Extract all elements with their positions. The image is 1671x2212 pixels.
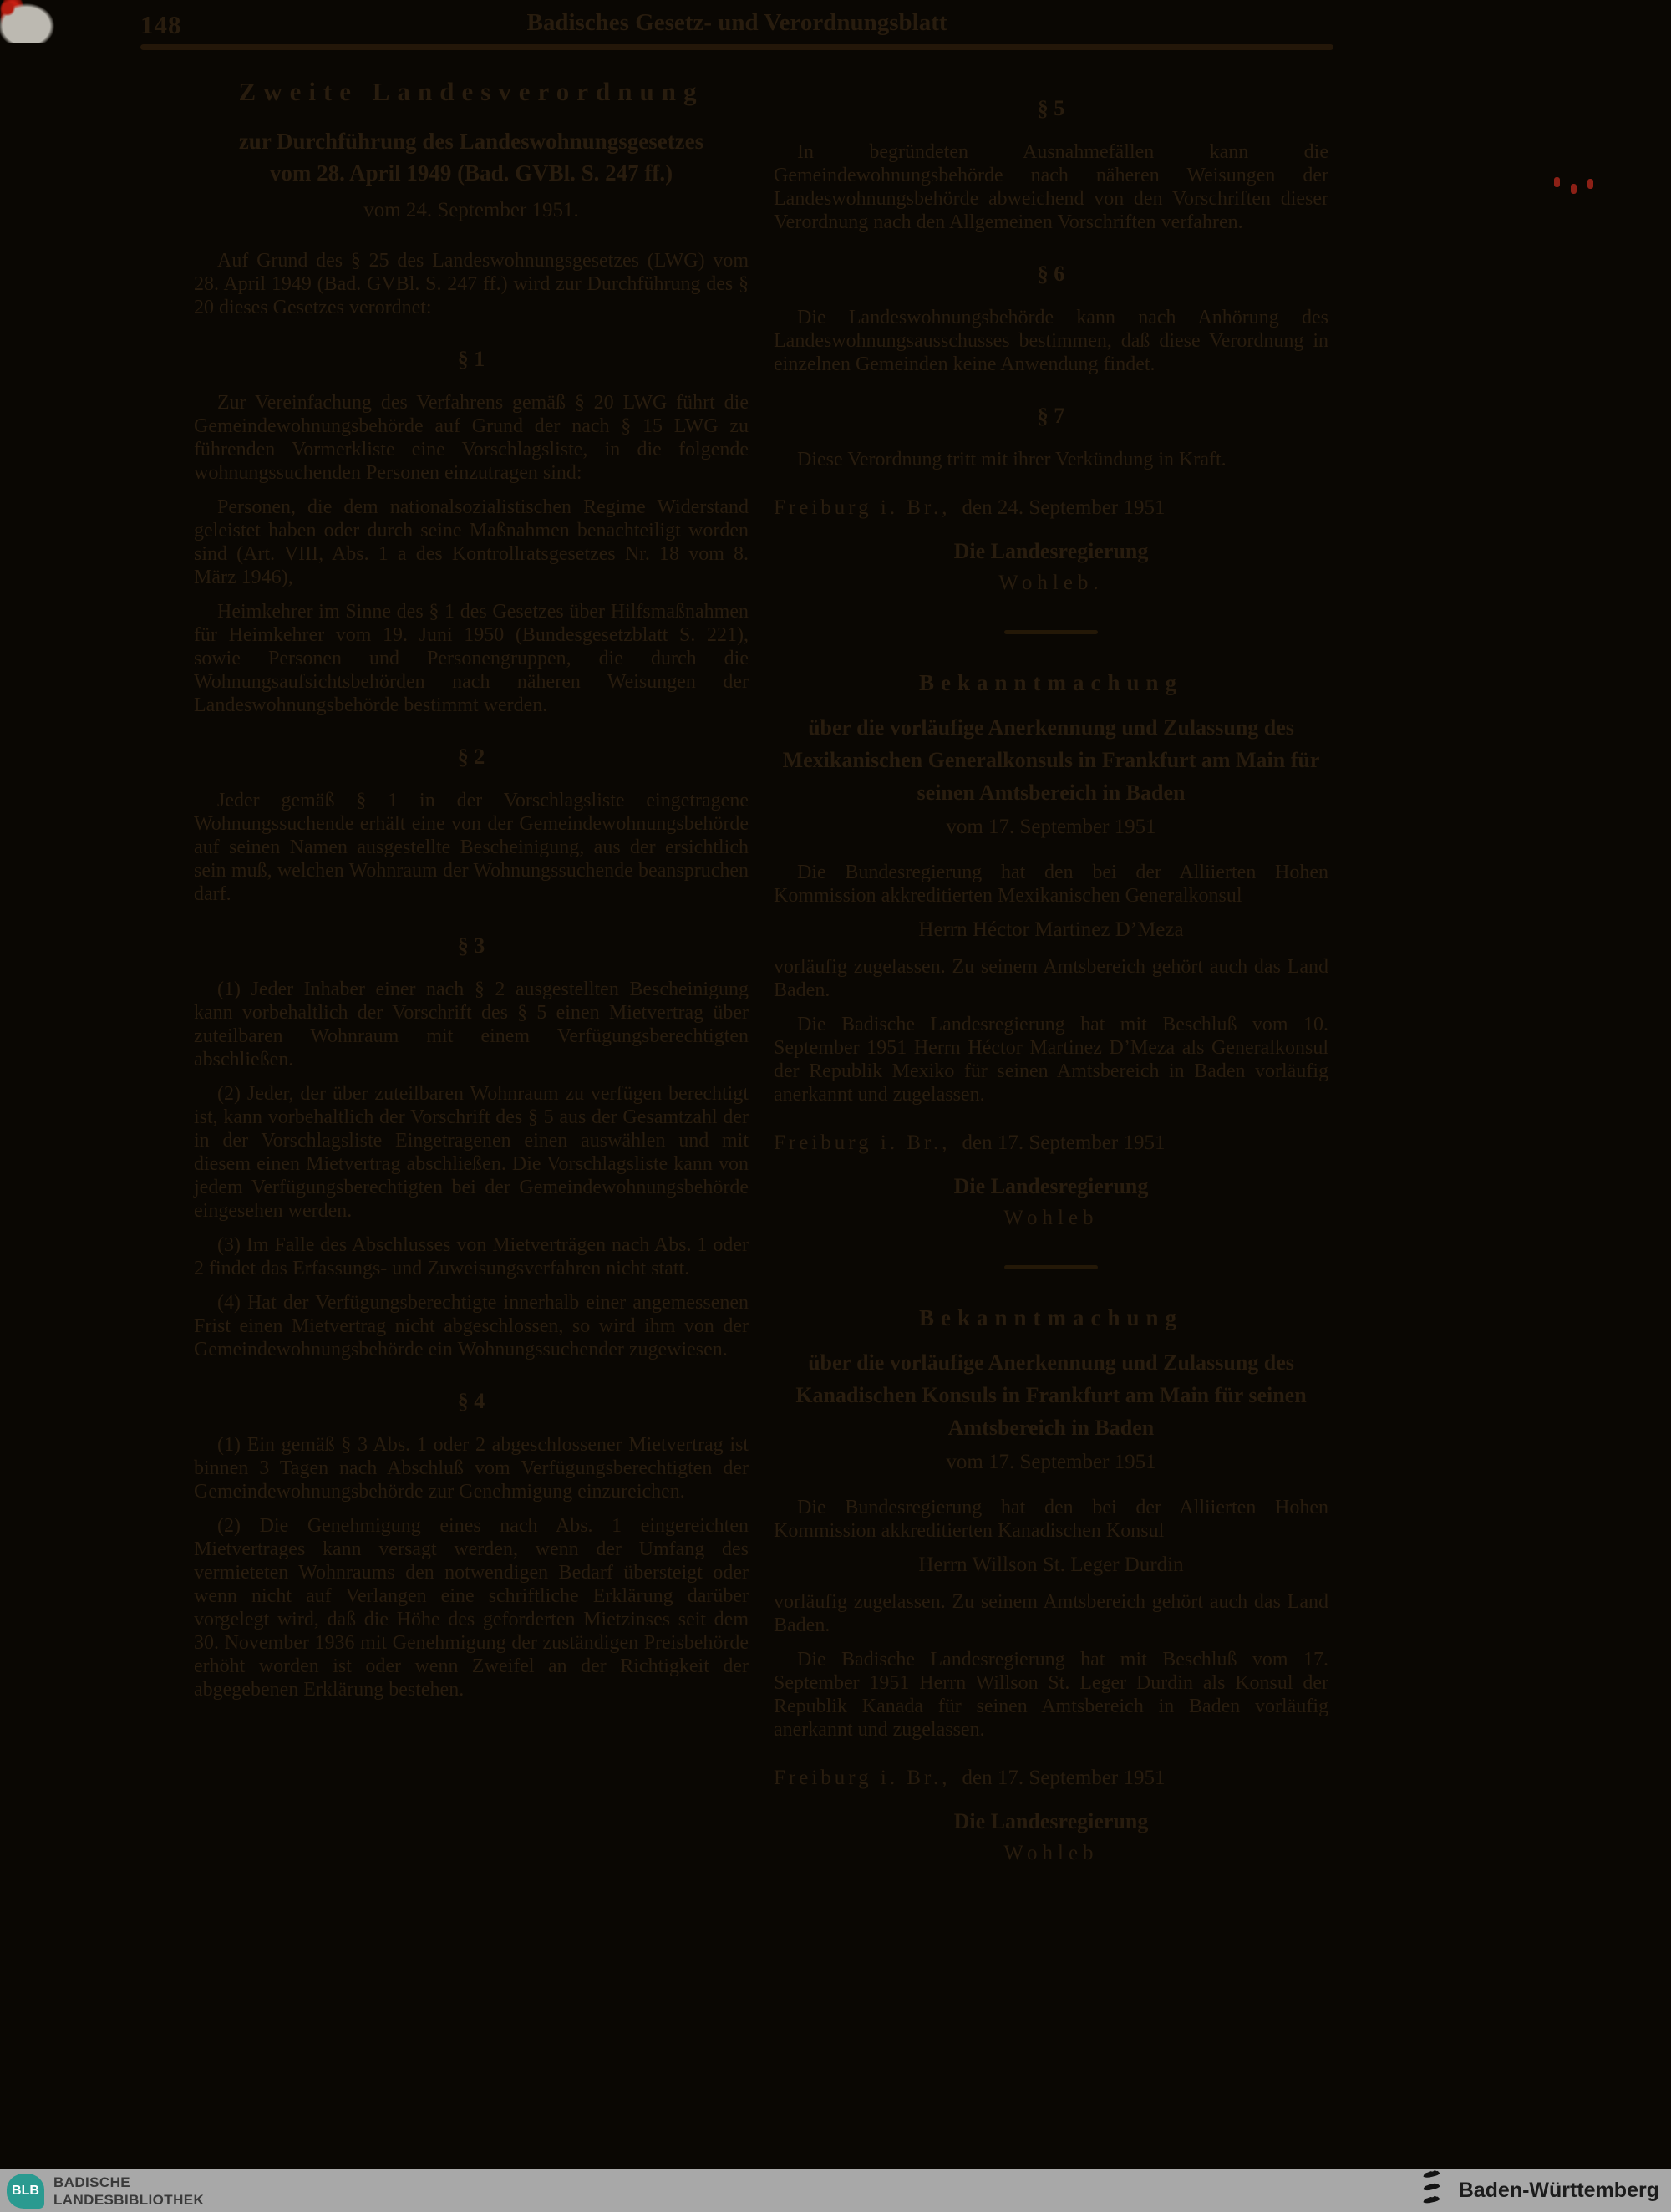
header-rule [140,44,1333,50]
signature-line: Wohleb [1003,1842,1099,1864]
announcement-subject: über die vorläufige Anerkennung und Zulassung des Kanadischen Konsuls in Frankfurt am Main für seinen Amtsbereich in Baden [795,1350,1307,1440]
paragraph: Jeder gemäß § 1 in der Vorschlagsliste eingetragene Wohnungssuchende erhält eine von der Gemeindewohnungsbehörde auf seinen Namen ausgestellte Bescheinigung, aus der ersichtlich sein muß, welchen Wohnraum der Wohnungssuchende beanspruchen darf. [194,790,749,905]
blb-abbr: BLB [12,2183,39,2198]
paragraph: Die Bundesregierung hat den bei der Alliierten Hohen Kommission akkreditierten Mexikanischen Generalkonsul [774,862,1328,907]
scan-artifact-red-speck [1571,184,1577,194]
section-heading: § 5 [1037,96,1065,120]
date: den 17. September 1951 [962,1767,1166,1789]
announcement-heading: Bekanntmachung [918,1305,1184,1330]
library-name-line2: LANDESBIBLIOTHEK [53,2191,205,2208]
left-column [194,77,749,1712]
scan-artifact-red-speck [1554,177,1560,187]
paragraph: Die Landeswohnungsbehörde kann nach Anhörung des Landeswohnungsausschusses bestimmen, daß diese Verordnung in einzelnen Gemeinden keine Anwendung findet. [774,307,1328,375]
place-date-line [774,496,1328,520]
state-name: Baden-Württemberg [1458,2179,1659,2202]
place-date-line [774,1131,1328,1155]
section-divider [1004,630,1098,634]
library-footer-bar [0,2169,1671,2212]
paragraph: Die Badische Landesregierung hat mit Beschluß vom 17. September 1951 Herrn Willson St. Leger Durdin als Konsul der Republik Kanada für seinen Amtsbereich in Baden vorläufig anerkannt und zugelassen. [774,1649,1328,1741]
place: Freiburg i. Br., [774,1131,951,1154]
paragraph: (2) Die Genehmigung eines nach Abs. 1 eingereichten Mietvertrages kann versagt werden, wenn der Umfang des vermieteten Wohnraums den notwendigen Bedarf übersteigt oder wenn nicht auf Verlangen eine schriftliche Erklärung darüber vorgelegt wird, daß die Höhe des geforderten Mietzinses seit dem 30. November 1936 mit Genehmigung der zuständigen Preisbehörde erhöht worden ist oder wenn Zweifel an der Richtigkeit der abgegebenen Erklärung bestehen. [194,1515,749,1701]
section-divider [1004,1265,1098,1269]
paragraph: Zur Vereinfachung des Verfahrens gemäß § 20 LWG führt die Gemeindewohnungsbehörde auf Grund der nach § 15 LWG zu führenden Vormerkliste eine Vorschlagsliste, in die folgende wohnungssuchenden Personen einzutragen sind: [194,392,749,484]
paragraph: (1) Jeder Inhaber einer nach § 2 ausgestellten Bescheinigung kann vorbehaltlich der Vorschrift des § 5 einen Mietvertrag über zuteilbaren Wohnraum mit einem Verfügungsberechtigten abschließen. [194,979,749,1070]
signature-line: Wohleb [1003,1207,1099,1229]
scan-artifact-red-speck [1587,179,1593,189]
section-heading: § 3 [457,933,485,958]
page-number: 148 [140,10,182,39]
paragraph: Die Bundesregierung hat den bei der Alliierten Hohen Kommission akkreditierten Kanadischen Konsul [774,1497,1328,1542]
place-date-line [774,1767,1328,1790]
ordinance-subtitle: zur Durchführung des Landeswohnungsgesetzes [238,129,704,154]
paragraph: Die Badische Landesregierung hat mit Beschluß vom 10. September 1951 Herrn Héctor Martinez D’Meza als Generalkonsul der Republik Mexiko für seinen Amtsbereich in Baden vorläufig anerkannt und zugelassen. [774,1014,1328,1106]
paragraph: Personen, die dem nationalsozialistischen Regime Widerstand geleistet haben oder durch seine Maßnahmen benachteiligt worden sind (Art. VIII, Abs. 1 a des Kontrollratsgesetzes Nr. 18 vom 8. März 1946), [194,496,749,588]
government-line: Die Landesregierung [953,539,1149,563]
section-heading: § 7 [1037,404,1065,428]
paragraph: (4) Hat der Verfügungsberechtigte innerhalb einer angemessenen Frist einen Mietvertrag nicht abgeschlossen, so wird ihm von der Gemeindewohnungsbehörde ein Wohnungssuchender zugewiesen. [194,1292,749,1360]
place: Freiburg i. Br., [774,496,951,519]
scan-artifact-red-dot [0,0,15,17]
section-heading: § 2 [457,745,485,769]
baden-wuerttemberg-logo[interactable] [1417,2169,1659,2212]
consul-name: Herrn Willson St. Leger Durdin [918,1553,1184,1576]
right-column [774,80,1328,1865]
announcement-subject: über die vorläufige Anerkennung und Zulassung des Mexikanischen Generalkonsuls in Frankfurt am Main für seinen Amtsbereich in Baden [782,715,1320,805]
paragraph: (2) Jeder, der über zuteilbaren Wohnraum zu verfügen berechtigt ist, kann vorbehaltlich der Vorschrift des § 5 aus der Gesamtzahl der in der Vorschlagsliste Eingetragenen einen auswählen und mit diesem einen Mietvertrag abschließen. Die Vorschlagsliste kann von jedem Verfügungsberechtigten bei der Gemeindewohnungsbehörde eingesehen werden. [194,1083,749,1222]
blb-badge-icon [7,2174,44,2209]
date: den 17. September 1951 [962,1131,1166,1154]
paragraph: Heimkehrer im Sinne des § 1 des Gesetzes über Hilfsmaßnahmen für Heimkehrer vom 19. Juni 1950 (Bundesgesetzblatt S. 221), sowie Personen und Personengruppen, die durch die Wohnungsaufsichtsbehörden nach näheren Weisungen der Landeswohnungsbehörde bestimmt werden. [194,601,749,716]
consul-name: Herrn Héctor Martinez D’Meza [918,918,1184,941]
paragraph: (3) Im Falle des Abschlusses von Mietverträgen nach Abs. 1 oder 2 findet das Erfassungs- und Zuweisungsverfahren nicht statt. [194,1234,749,1279]
paragraph: vorläufig zugelassen. Zu seinem Amtsbereich gehört auch das Land Baden. [774,956,1328,1001]
paragraph: Diese Verordnung tritt mit ihrer Verkündung in Kraft. [797,449,1227,470]
library-name [53,2174,204,2209]
library-name-line1: BADISCHE [53,2174,130,2190]
paragraph: In begründeten Ausnahmefällen kann die Gemeindewohnungsbehörde nach näheren Weisungen der Landeswohnungsbehörde abweichend von den Vorschriften dieser Verordnung nach den Allgemeinen Vorschriften verfahren. [774,141,1328,233]
announcement-heading: Bekanntmachung [918,670,1184,695]
section-heading: § 1 [457,347,485,371]
section-heading: § 4 [457,1389,485,1413]
announcement-date: vom 17. September 1951 [946,816,1156,838]
ordinance-date: vom 24. September 1951. [363,199,579,221]
bw-crest-icon [1417,2169,1449,2212]
ordinance-subtitle: vom 28. April 1949 (Bad. GVBl. S. 247 ff.) [269,160,673,186]
section-heading: § 6 [1037,262,1065,286]
place: Freiburg i. Br., [774,1767,951,1789]
government-line: Die Landesregierung [953,1174,1149,1198]
journal-title: Badisches Gesetz- und Verordnungsblatt [526,9,947,36]
announcement-date: vom 17. September 1951 [946,1451,1156,1473]
ordinance-intro: Auf Grund des § 25 des Landeswohnungsgesetzes (LWG) vom 28. April 1949 (Bad. GVBl. S. 247 ff.) wird zur Durchführung des § 20 dieses Gesetzes verordnet: [194,250,749,318]
ordinance-title: Zweite Landesverordnung [238,77,704,106]
date: den 24. September 1951 [962,496,1166,519]
paragraph: vorläufig zugelassen. Zu seinem Amtsbereich gehört auch das Land Baden. [774,1591,1328,1636]
blb-library-logo[interactable] [7,2174,204,2209]
government-line: Die Landesregierung [953,1809,1149,1833]
signature-line: Wohleb. [998,572,1104,594]
paragraph: (1) Ein gemäß § 3 Abs. 1 oder 2 abgeschlossener Mietvertrag ist binnen 3 Tagen nach Abschluß vom Verfügungsberechtigten der Gemeindewohnungsbehörde zur Genehmigung einzureichen. [194,1434,749,1503]
